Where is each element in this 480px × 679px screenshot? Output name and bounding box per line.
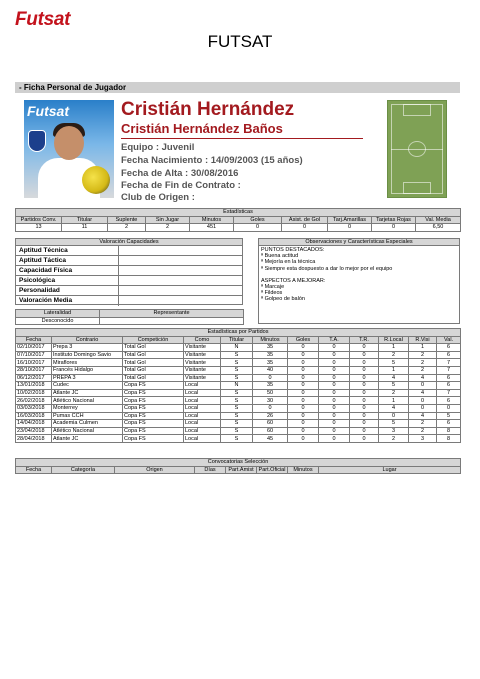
match-row [16,374,461,382]
match-cell: 35 [253,359,288,367]
name-underline [121,138,363,139]
match-cell: 0 [288,420,319,428]
match-cell: 23/04/2018 [16,427,52,435]
matches-header: Titular [221,336,253,344]
match-cell: S [221,397,253,405]
match-cell: 0 [409,404,437,412]
match-cell: 13/01/2018 [16,382,52,390]
match-cell: 0 [319,382,350,390]
match-cell: 0 [437,404,461,412]
stats-value: 13 [16,224,62,232]
match-cell: Total Gol [123,366,184,374]
match-row [16,435,461,443]
match-row [16,344,461,352]
match-row [16,382,461,390]
match-cell: Local [184,397,221,405]
match-cell: 5 [437,412,461,420]
stats-header: Partidos Conv. [16,216,62,224]
match-cell: 0 [350,374,379,382]
player-name: Cristián Hernández [121,99,295,120]
callups-header-row [16,466,461,474]
match-cell: Monterrey [52,404,123,412]
match-row [16,412,461,420]
callups-header: Minutos [288,466,319,474]
match-cell: Miraflores [52,359,123,367]
matches-header: R.Local [379,336,409,344]
observation-line: ª Buena actitud [261,253,299,260]
callups-header: Part.Amist [226,466,257,474]
match-cell: 5 [379,420,409,428]
observations-title: Observaciones y Características Especiales [259,239,459,246]
match-row [16,420,461,428]
field-position-diagram [387,100,447,198]
stats-title: Estadísticas [16,209,461,217]
match-cell: Copa FS [123,427,184,435]
match-cell: S [221,412,253,420]
capability-row [16,286,242,296]
match-cell: Pumas CCH [52,412,123,420]
observations-box [258,238,460,324]
match-cell: Local [184,427,221,435]
match-cell: 0 [288,427,319,435]
page-title: FUTSAT [207,32,273,51]
match-cell: 0 [319,359,350,367]
player-birth-date: Fecha Nacimiento : 14/09/2003 (15 años) [121,155,303,166]
stats-table [15,208,461,232]
match-cell: Visitante [184,359,221,367]
match-cell: 35 [253,382,288,390]
match-cell: 14/04/2018 [16,420,52,428]
callups-header: Fecha [16,466,52,474]
match-cell: 3 [409,435,437,443]
match-cell: 8 [437,427,461,435]
match-cell: 30 [253,397,288,405]
soccer-ball-icon [82,166,110,194]
capability-label: Psicológica [16,276,119,285]
capabilities-box [15,238,243,305]
match-cell: 0 [409,382,437,390]
stats-value: 0 [372,224,416,232]
match-cell: Visitante [184,344,221,352]
stats-value: 6,50 [416,224,461,232]
matches-header-row [16,336,461,344]
match-cell: S [221,420,253,428]
stats-value: 0 [234,224,282,232]
match-cell: 26/02/2018 [16,397,52,405]
match-cell: Atlético Nacional [52,397,123,405]
match-cell: 8 [437,435,461,443]
match-cell: 28/04/2018 [16,435,52,443]
stats-header: Suplente [108,216,146,224]
match-cell: Prepa 3 [52,344,123,352]
match-cell: 60 [253,420,288,428]
capability-label: Aptitud Técnica [16,246,119,255]
match-cell: 0 [350,435,379,443]
stats-value-row [16,224,461,232]
matches-title: Estadísticas por Partidos [16,329,461,337]
match-cell: S [221,359,253,367]
match-cell: Visitante [184,351,221,359]
laterality-header: Lateralidad [16,310,100,318]
match-cell: 1 [379,397,409,405]
matches-header: R.Visi [409,336,437,344]
matches-header: Goles [288,336,319,344]
stats-header: Asist. de Gol [282,216,328,224]
match-cell: 45 [253,435,288,443]
match-cell: 6 [437,382,461,390]
match-cell: 0 [350,397,379,405]
player-origin-club: Club de Origen : [121,192,195,203]
capability-row [16,246,242,256]
match-cell: 0 [253,404,288,412]
match-cell: 07/10/2017 [16,351,52,359]
capability-row [16,266,242,276]
stats-value: 451 [190,224,234,232]
match-cell: 0 [350,420,379,428]
matches-header: Como [184,336,221,344]
match-cell: 0 [350,404,379,412]
match-cell: 0 [319,420,350,428]
match-cell: 7 [437,389,461,397]
match-cell: 03/03/2018 [16,404,52,412]
field-bottom-area [403,182,431,194]
stats-header: Tarjetas Rojas [372,216,416,224]
match-cell: Local [184,382,221,390]
match-cell: 16/10/2017 [16,359,52,367]
match-cell: Visitante [184,374,221,382]
callups-header: Categoría [52,466,115,474]
match-row [16,397,461,405]
match-cell: 10/02/2018 [16,389,52,397]
match-cell: 0 [319,366,350,374]
callups-table [15,458,461,474]
match-cell: S [221,427,253,435]
match-cell: 0 [288,344,319,352]
match-cell: 4 [409,374,437,382]
match-cell: 0 [288,412,319,420]
match-cell: 0 [319,397,350,405]
stats-header: Minutos [190,216,234,224]
match-row [16,366,461,374]
match-cell: S [221,351,253,359]
match-cell: 0 [319,404,350,412]
match-cell: Copa FS [123,412,184,420]
stats-header: Sin Jugar [146,216,190,224]
match-cell: Atlante JC [52,435,123,443]
match-cell: 0 [350,359,379,367]
match-cell: 5 [379,382,409,390]
match-cell: 2 [409,351,437,359]
observation-line: ª Siempre esta dospuesto a dar lo mejor por el equipo [261,265,393,272]
match-cell: Instituto Domingo Savio [52,351,123,359]
match-cell: 0 [379,412,409,420]
laterality-table [15,309,244,325]
match-cell: PREPA 3 [52,374,123,382]
match-cell: 0 [288,404,319,412]
observation-line: PUNTOS DESTACADOS: [261,247,325,253]
match-cell: 0 [350,366,379,374]
observations-body [259,246,459,304]
capability-row [16,296,242,306]
match-cell: Local [184,412,221,420]
match-cell: 2 [379,389,409,397]
match-cell: 0 [350,412,379,420]
match-cell: 2 [379,435,409,443]
observation-line: ASPECTOS A MEJORAR: [261,277,326,284]
match-cell: 3 [379,427,409,435]
match-cell: 16/03/2018 [16,412,52,420]
match-cell: Copa FS [123,435,184,443]
match-cell: Total Gol [123,374,184,382]
match-cell: 0 [288,366,319,374]
player-team: Equipo : Juvenil [121,142,195,153]
match-cell: 0 [350,427,379,435]
match-cell: 4 [379,374,409,382]
representative-value [100,317,244,325]
match-cell: 0 [288,374,319,382]
observation-line: ª Mejoría en la técnica [261,259,316,266]
laterality-value: Desconocido [16,317,100,325]
futsat-logo: Futsat [15,9,71,30]
match-cell: 0 [319,412,350,420]
match-cell: N [221,344,253,352]
match-cell: 0 [319,427,350,435]
match-cell: 4 [409,412,437,420]
match-row [16,359,461,367]
match-cell: 6 [437,374,461,382]
match-cell: 6 [437,344,461,352]
match-cell: Local [184,435,221,443]
match-cell: 1 [379,344,409,352]
matches-header: Val. [437,336,461,344]
capability-label: Personalidad [16,286,119,295]
capability-row [16,256,242,266]
capability-label: Capacidad Física [16,266,119,275]
stats-header: Titular [62,216,108,224]
match-cell: Copa FS [123,389,184,397]
match-cell: S [221,404,253,412]
match-cell: Copa FS [123,404,184,412]
match-cell: 6 [437,351,461,359]
capabilities-title: Valoración Capacidades [16,239,242,246]
stats-value: 0 [328,224,372,232]
player-contract-end: Fecha de Fin de Contrato : [121,180,241,191]
matches-header: T.A. [319,336,350,344]
matches-header: Fecha [16,336,52,344]
match-cell: 5 [379,359,409,367]
match-cell: Visitante [184,366,221,374]
match-cell: 2 [409,420,437,428]
field-center-circle [408,141,426,157]
callups-header: Días [195,466,226,474]
match-cell: 0 [288,389,319,397]
match-cell: 06/12/2017 [16,374,52,382]
match-cell: 0 [288,397,319,405]
match-cell: Francés Hidalgo [52,366,123,374]
match-cell: 0 [288,435,319,443]
matches-header: Contrario [52,336,123,344]
match-cell: 26 [253,412,288,420]
stats-header: Tarj.Amarillas [328,216,372,224]
matches-table [15,328,461,443]
photo-brand-text: Futsat [27,103,69,119]
match-cell: 2 [409,366,437,374]
match-cell: Total Gol [123,359,184,367]
stats-header-row [16,216,461,224]
match-cell: 0 [409,397,437,405]
match-cell: 0 [350,389,379,397]
match-row [16,404,461,412]
match-cell: Copa FS [123,420,184,428]
capability-label: Aptitud Táctica [16,256,119,265]
capability-label: Valoración Media [16,296,119,306]
match-cell: 4 [379,404,409,412]
match-cell: Cudec [52,382,123,390]
match-cell: 4 [409,389,437,397]
player-signup-date: Fecha de Alta : 30/08/2016 [121,168,239,179]
match-cell: 6 [437,420,461,428]
match-cell: N [221,382,253,390]
observation-line: ª Golpeo de balón [261,296,305,303]
section-title-bar: - Ficha Personal de Jugador [15,82,460,93]
club-crest-icon [28,130,46,152]
stats-header: Goles [234,216,282,224]
match-cell: Academia Culmen [52,420,123,428]
match-cell: Copa FS [123,382,184,390]
match-cell: 1 [409,344,437,352]
match-cell: 0 [319,344,350,352]
stats-header: Val. Media [416,216,461,224]
match-cell: 35 [253,344,288,352]
match-cell: S [221,374,253,382]
match-cell: 0 [319,351,350,359]
match-cell: 0 [288,382,319,390]
player-face [54,126,84,160]
match-cell: Atlante JC [52,389,123,397]
match-cell: 35 [253,351,288,359]
match-cell: 0 [319,374,350,382]
callups-header: Part.Oficial [257,466,288,474]
match-row [16,351,461,359]
match-cell: 2 [379,351,409,359]
observation-line: ª Fildeos [261,290,283,297]
match-cell: Total Gol [123,351,184,359]
match-cell: Total Gol [123,344,184,352]
observation-line: ª Marcaje [261,284,285,291]
matches-header: Minutos [253,336,288,344]
match-cell: 7 [437,366,461,374]
match-cell: 40 [253,366,288,374]
match-row [16,389,461,397]
stats-value: 2 [108,224,146,232]
representative-header: Representante [100,310,244,318]
match-cell: 60 [253,427,288,435]
match-cell: 0 [319,389,350,397]
match-cell: Local [184,389,221,397]
player-photo [24,100,114,198]
callups-header: Lugar [319,466,461,474]
match-cell: Local [184,420,221,428]
callups-header: Origen [115,466,195,474]
stats-value: 2 [146,224,190,232]
match-cell: 6 [437,397,461,405]
match-cell: 0 [350,344,379,352]
match-cell: 7 [437,359,461,367]
match-cell: 2 [409,427,437,435]
match-cell: Local [184,404,221,412]
match-cell: 02/10/2017 [16,344,52,352]
capability-row [16,276,242,286]
match-cell: Atlético Nacional [52,427,123,435]
match-cell: 2 [409,359,437,367]
match-cell: 50 [253,389,288,397]
match-cell: S [221,435,253,443]
match-row [16,427,461,435]
field-top-area [403,104,431,116]
match-cell: Copa FS [123,397,184,405]
match-cell: 1 [379,366,409,374]
callups-title: Convocatorias Selección [16,459,461,467]
match-cell: 0 [319,435,350,443]
match-cell: 0 [288,351,319,359]
player-full-name: Cristián Hernández Baños [121,121,283,136]
match-cell: S [221,366,253,374]
stats-value: 11 [62,224,108,232]
match-cell: 0 [350,382,379,390]
matches-header: Competición [123,336,184,344]
match-cell: 0 [350,351,379,359]
match-cell: 0 [253,374,288,382]
match-cell: 0 [288,359,319,367]
stats-value: 0 [282,224,328,232]
matches-header: T.R. [350,336,379,344]
match-cell: S [221,389,253,397]
match-cell: 28/10/2017 [16,366,52,374]
